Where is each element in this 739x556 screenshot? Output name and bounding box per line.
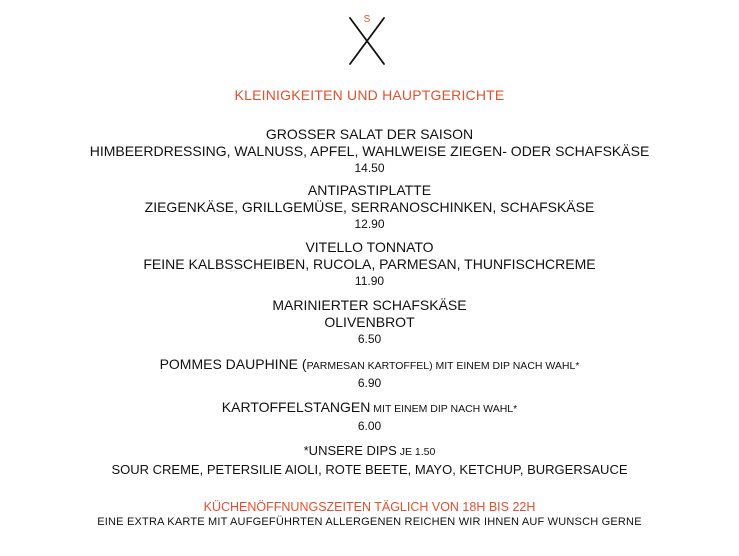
dips-section [0, 442, 739, 478]
allergen-note: EINE EXTRA KARTE MIT AUFGEFÜHRTEN ALLERGENEN REICHEN WIR IHNEN AUF WUNSCH GERNE [97, 516, 642, 528]
menu-item-schafskaese [0, 297, 739, 347]
dish-note: PARMESAN KARTOFFEL) MIT EINEM DIP NACH WAHL* [306, 360, 580, 372]
dips-list: SOUR CREME, PETERSILIE AIOLI, ROTE BEETE, MAYO, KETCHUP, BURGERSAUCE [111, 462, 628, 477]
dish-name: VITELLO TONNATO [305, 239, 434, 255]
logo-crossed-s-icon [344, 10, 390, 66]
dish-price: 6.50 [357, 332, 382, 346]
kitchen-hours: KÜCHENÖFFNUNGSZEITEN TÄGLICH VON 18H BIS 22H [203, 500, 536, 514]
menu-item-salat [0, 126, 739, 176]
dish-description: ZIEGENKÄSE, GRILLGEMÜSE, SERRANOSCHINKEN, SCHAFSKÄSE [144, 199, 595, 215]
dish-price: 12.90 [354, 217, 385, 231]
dips-title-line [0, 442, 739, 461]
section-title: KLEINIGKEITEN UND HAUPTGERICHTE [234, 87, 505, 103]
dish-name: MARINIERTER SCHAFSKÄSE [272, 297, 467, 313]
menu-item-pommes [0, 356, 739, 391]
dish-note: MIT EINEM DIP NACH WAHL* [370, 403, 518, 415]
dish-name: GROSSER SALAT DER SAISON [265, 126, 474, 142]
dish-price: 6.90 [357, 376, 382, 390]
dish-name-line [0, 399, 739, 418]
menu-item-kartoffelstangen [0, 399, 739, 434]
dish-description: FEINE KALBSSCHEIBEN, RUCOLA, PARMESAN, THUNFISCHCREME [143, 256, 596, 272]
dish-name: KARTOFFELSTANGEN [221, 399, 371, 415]
dips-price: JE 1.50 [396, 446, 436, 458]
logo-letter: S [363, 14, 371, 25]
dish-name: POMMES DAUPHINE ( [159, 356, 307, 372]
dips-title: *UNSERE DIPS [303, 443, 397, 458]
dish-name-line [0, 356, 739, 375]
dish-price: 14.50 [354, 161, 385, 175]
menu-item-vitello [0, 239, 739, 289]
dish-description: OLIVENBROT [324, 314, 415, 330]
menu-item-antipasti [0, 182, 739, 232]
dish-name: ANTIPASTIPLATTE [307, 182, 432, 198]
dish-description: HIMBEERDRESSING, WALNUSS, APFEL, WAHLWEISE ZIEGEN- ODER SCHAFSKÄSE [89, 143, 650, 159]
dish-price: 11.90 [354, 274, 385, 288]
dish-price: 6.00 [357, 419, 382, 433]
